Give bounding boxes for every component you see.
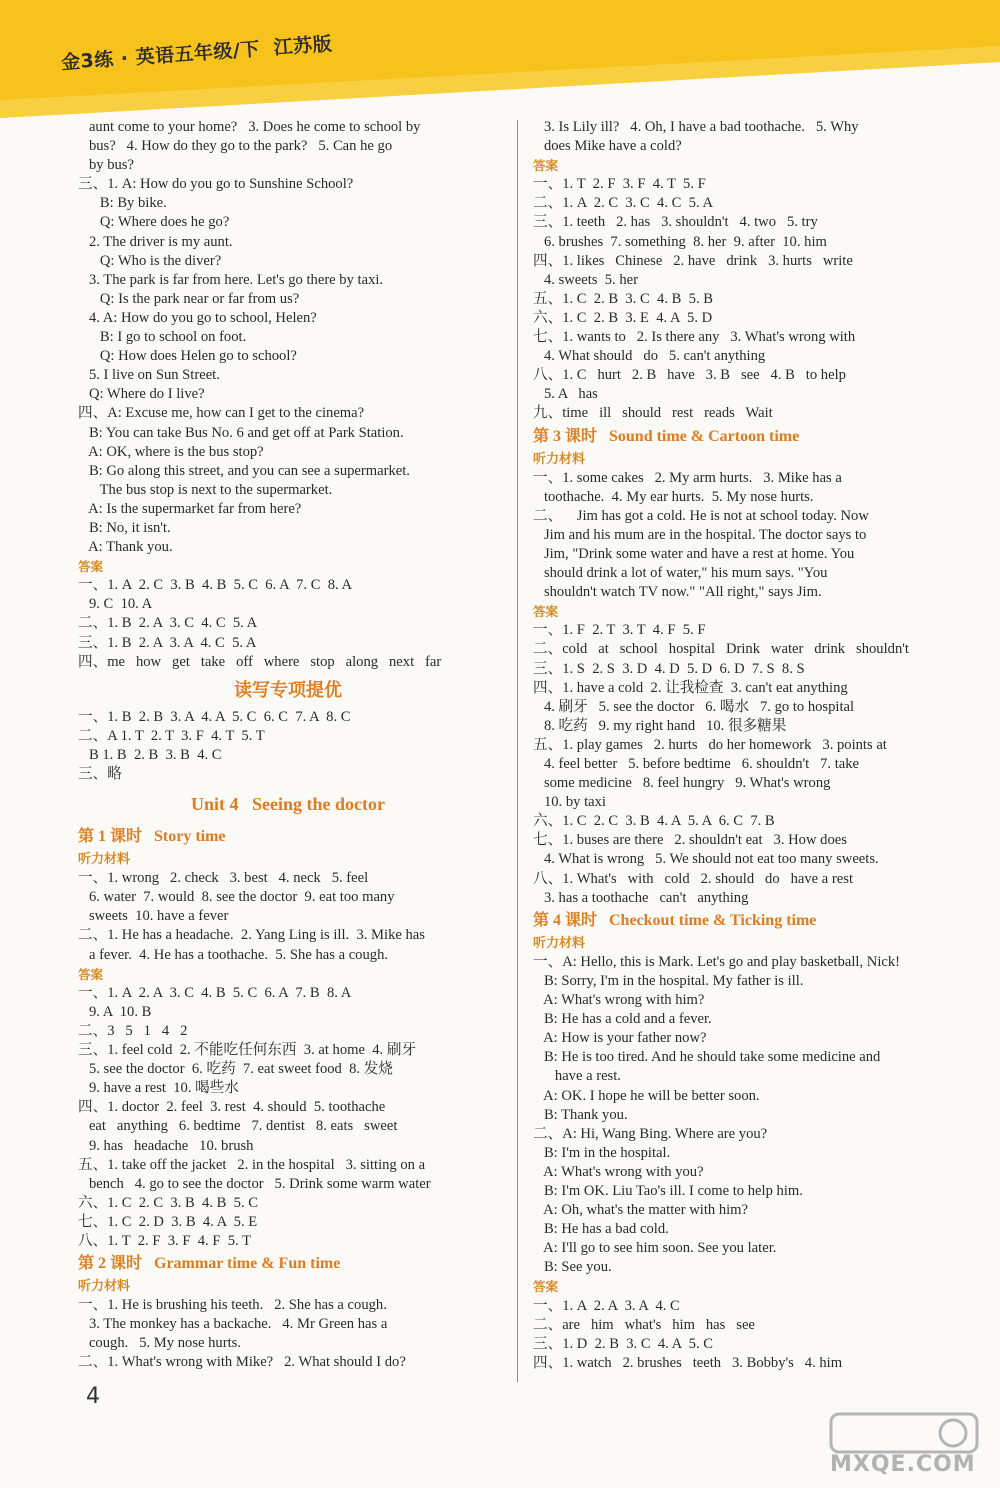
text-line: B: See you. (533, 1259, 612, 1276)
text-line: 四、me how get take off where stop along next far (78, 653, 442, 670)
text-line: A: What's wrong with you? (533, 1163, 704, 1180)
text-line: a fever. 4. He has a toothache. 5. She has a cough. (78, 946, 389, 963)
text-line: 四、1. doctor 2. feel 3. rest 4. should 5. toothache (78, 1099, 386, 1116)
text-line: 二、A: Hi, Wang Bing. Where are you? (533, 1125, 768, 1142)
unit-heading: Unit 4 Seeing the doctor (191, 794, 385, 815)
text-line: 一、1. A 2. A 3. C 4. B 5. C 6. A 7. B 8. A (78, 984, 352, 1001)
text-line: A: How is your father now? (533, 1030, 707, 1047)
answer-label: 答案 (78, 559, 104, 575)
text-line: 二、1. B 2. A 3. C 4. C 5. A (78, 615, 258, 632)
text-line: does Mike have a cold? (533, 138, 682, 155)
text-line: 六、1. C 2. B 3. E 4. A 5. D (533, 309, 713, 326)
text-line: 三、1. A: How do you go to Sunshine School? (78, 176, 354, 193)
text-line: 三、1. B 2. A 3. A 4. C 5. A (78, 634, 257, 651)
text-line: bench 4. go to see the doctor 5. Drink some warm water (78, 1175, 431, 1192)
text-line: have a rest. (533, 1068, 621, 1085)
text-line: 四、A: Excuse me, how can I get to the cinema? (78, 405, 365, 422)
text-line: 5. A has (533, 386, 598, 403)
page-header (0, 0, 1000, 118)
text-line: 四、1. likes Chinese 2. have drink 3. hurts write (533, 252, 853, 269)
text-line: Q: Is the park near or far from us? (78, 290, 300, 307)
text-line: 3. The monkey has a backache. 4. Mr Green has a (78, 1316, 388, 1333)
book-edition: 江苏版 (272, 33, 333, 60)
text-line: 五、1. play games 2. hurts do her homework 3. points at (533, 736, 887, 753)
text-line: A: OK. I hope he will be better soon. (533, 1087, 760, 1104)
text-line: 五、1. C 2. B 3. C 4. B 5. B (533, 290, 714, 307)
text-line: 七、1. buses are there 2. shouldn't eat 3. How does (533, 832, 847, 849)
text-line: 八、1. T 2. F 3. F 4. F 5. T (78, 1232, 251, 1249)
text-line: some medicine 8. feel hungry 9. What's wrong (533, 775, 831, 792)
text-line: 一、1. A 2. A 3. A 4. C (533, 1297, 680, 1314)
text-line: 3. The park is far from here. Let's go there by taxi. (78, 271, 384, 288)
text-line: 九、time ill should rest reads Wait (533, 405, 773, 422)
text-line: 二、cold at school hospital Drink water drink shouldn't (533, 641, 909, 658)
text-line: B: Sorry, I'm in the hospital. My father is ill. (533, 972, 804, 989)
text-line: 二、3 5 1 4 2 (78, 1022, 188, 1039)
text-line: 4. What is wrong 5. We should not eat too many sweets. (533, 851, 879, 868)
text-line: 8. 吃药 9. my right hand 10. 很多糖果 (533, 717, 787, 734)
text-line: 三、1. teeth 2. has 3. shouldn't 4. two 5. try (533, 214, 818, 231)
text-line: 二、1. A 2. C 3. C 4. C 5. A (533, 195, 714, 212)
text-line: 9. has headache 10. brush (78, 1137, 254, 1154)
text-line: 一、1. A 2. C 3. B 4. B 5. C 6. A 7. C 8. A (78, 577, 353, 594)
text-line: B: He is too tired. And he should take some medicine and (533, 1049, 881, 1066)
text-line: A: Thank you. (78, 539, 173, 556)
text-line: shouldn't watch TV now." "All right," says Jim. (533, 584, 822, 601)
text-line: 一、1. B 2. B 3. A 4. A 5. C 6. C 7. A 8. C (78, 708, 351, 725)
text-line: 4. What should do 5. can't anything (533, 348, 766, 365)
text-line: B 1. B 2. B 3. B 4. C (78, 746, 222, 763)
text-line: 三、1. D 2. B 3. C 4. A 5. C (533, 1335, 714, 1352)
text-line: 八、1. C hurt 2. B have 3. B see 4. B to help (533, 367, 846, 384)
text-line: 5. I live on Sun Street. (78, 367, 220, 384)
text-line: 一、1. some cakes 2. My arm hurts. 3. Mike has a (533, 469, 842, 486)
section-label: 听力材料 (78, 852, 131, 868)
text-line: 4. feel better 5. before bedtime 6. shouldn't 7. take (533, 756, 860, 772)
text-line: 6. water 7. would 8. see the doctor 9. eat too many (78, 889, 395, 906)
text-line: 七、1. C 2. D 3. B 4. A 5. E (78, 1213, 258, 1230)
right-column (533, 118, 958, 1373)
text-line: toothache. 4. My ear hurts. 5. My nose hurts. (533, 488, 814, 505)
text-line: B: Go along this street, and you can see a supermarket. (78, 462, 410, 479)
text-line: 一、1. T 2. F 3. F 4. T 5. F (533, 176, 706, 193)
text-line: B: I'm OK. Liu Tao's ill. I come to help him. (533, 1182, 803, 1199)
text-line: 一、1. wrong 2. check 3. best 4. neck 5. feel (78, 870, 369, 887)
text-line: A: What's wrong with him? (533, 992, 705, 1009)
text-line: B: He has a bad cold. (533, 1221, 669, 1238)
lesson-heading: 第 4 课时 Checkout time & Ticking time (533, 911, 817, 929)
text-line: cough. 5. My nose hurts. (78, 1335, 241, 1352)
text-line: 9. have a rest 10. 喝些水 (78, 1080, 239, 1097)
section-label: 听力材料 (533, 451, 586, 467)
text-line: eat anything 6. bedtime 7. dentist 8. eats sweet (78, 1118, 398, 1135)
text-line: Jim and his mum are in the hospital. The doctor says to (533, 526, 867, 543)
text-line: Q: Where does he go? (78, 214, 230, 231)
text-line: 二、A 1. T 2. T 3. F 4. T 5. T (78, 727, 265, 744)
answer-label: 答案 (78, 966, 104, 982)
text-line: A: Is the supermarket far from here? (78, 500, 302, 517)
text-line: Jim, "Drink some water and have a rest at home. You (533, 545, 855, 562)
text-line: 3. Is Lily ill? 4. Oh, I have a bad toothache. 5. Why (533, 119, 859, 135)
page-number: 4 (86, 1384, 100, 1409)
text-line: 9. A 10. B (78, 1003, 152, 1020)
column-divider (517, 120, 518, 1382)
left-column (78, 118, 498, 1373)
text-line: Q: Where do I live? (78, 386, 205, 403)
text-line: B: I'm in the hospital. (533, 1144, 671, 1161)
answer-label: 答案 (533, 604, 559, 620)
text-line: 二、 Jim has got a cold. He is not at school today. Now (533, 507, 869, 524)
text-line: 五、1. take off the jacket 2. in the hospital 3. sitting on a (78, 1156, 426, 1173)
text-line: 4. A: How do you go to school, Helen? (78, 309, 317, 326)
text-line: 六、1. C 2. C 3. B 4. A 5. A 6. C 7. B (533, 813, 775, 830)
lesson-heading: 第 1 课时 Story time (78, 828, 226, 846)
text-line: 七、1. wants to 2. Is there any 3. What's wrong with (533, 329, 856, 346)
answer-label: 答案 (533, 158, 559, 174)
section-heading: 读写专项提优 (234, 679, 342, 700)
text-line: Q: Who is the diver? (78, 252, 222, 269)
lesson-heading: 第 2 课时 Grammar time & Fun time (78, 1255, 341, 1273)
text-line: 9. C 10. A (78, 596, 153, 613)
text-line: The bus stop is next to the supermarket. (78, 481, 333, 498)
text-line: 三、1. feel cold 2. 不能吃任何东西 3. at home 4. 刷牙 (78, 1042, 417, 1059)
section-label: 听力材料 (533, 935, 586, 951)
text-line: 一、1. F 2. T 3. T 4. F 5. F (533, 622, 706, 639)
text-line: should drink a lot of water," his mum says. "You (533, 565, 828, 582)
text-line: 六、1. C 2. C 3. B 4. B 5. C (78, 1194, 259, 1211)
text-line: B: No, it isn't. (78, 519, 171, 536)
answer-label: 答案 (533, 1279, 559, 1295)
text-line: 3. has a toothache can't anything (533, 889, 749, 906)
book-series: 金3练 · 英语五年级/下 (60, 38, 261, 75)
text-line: 八、1. What's with cold 2. should do have a rest (533, 870, 853, 887)
text-line: sweets 10. have a fever (78, 908, 229, 925)
text-line: B: Thank you. (533, 1106, 628, 1123)
text-line: A: I'll go to see him soon. See you later. (533, 1240, 777, 1257)
watermark-text: MXQE.COM (830, 1452, 976, 1477)
text-line: A: OK, where is the bus stop? (78, 443, 264, 460)
text-line: Q: How does Helen go to school? (78, 348, 297, 365)
text-line: 二、1. What's wrong with Mike? 2. What should I do? (78, 1354, 406, 1371)
text-line: bus? 4. How do they go to the park? 5. Can he go (78, 138, 393, 155)
text-line: 四、1. watch 2. brushes teeth 3. Bobby's 4. him (533, 1354, 843, 1371)
text-line: 二、are him what's him has see (533, 1316, 755, 1333)
text-line: by bus? (78, 157, 134, 174)
text-line: aunt come to your home? 3. Does he come to school by (78, 119, 421, 135)
text-line: A: Oh, what's the matter with him? (533, 1202, 749, 1219)
text-line: 4. sweets 5. her (533, 271, 638, 288)
text-line: 5. see the doctor 6. 吃药 7. eat sweet food 8. 发烧 (78, 1061, 393, 1078)
text-line: 一、1. He is brushing his teeth. 2. She has a cough. (78, 1297, 387, 1314)
lesson-heading: 第 3 课时 Sound time & Cartoon time (533, 427, 800, 445)
text-line: 6. brushes 7. something 8. her 9. after 10. him (533, 233, 827, 250)
text-line: B: He has a cold and a fever. (533, 1011, 712, 1028)
text-line: 三、1. S 2. S 3. D 4. D 5. D 6. D 7. S 8. S (533, 660, 805, 677)
text-line: B: I go to school on foot. (78, 329, 247, 346)
text-line: 10. by taxi (533, 794, 606, 811)
text-line: 2. The driver is my aunt. (78, 233, 233, 250)
text-line: 三、略 (78, 766, 122, 782)
text-line: 4. 刷牙 5. see the doctor 6. 喝水 7. go to hospital (533, 698, 855, 715)
text-line: 一、A: Hello, this is Mark. Let's go and play basketball, Nick! (533, 953, 901, 970)
text-line: B: You can take Bus No. 6 and get off at Park Station. (78, 424, 404, 441)
text-line: 四、1. have a cold 2. 让我检查 3. can't eat anything (533, 679, 848, 696)
section-label: 听力材料 (78, 1279, 131, 1295)
text-line: B: By bike. (78, 195, 167, 212)
text-line: 二、1. He has a headache. 2. Yang Ling is ill. 3. Mike has (78, 927, 425, 944)
